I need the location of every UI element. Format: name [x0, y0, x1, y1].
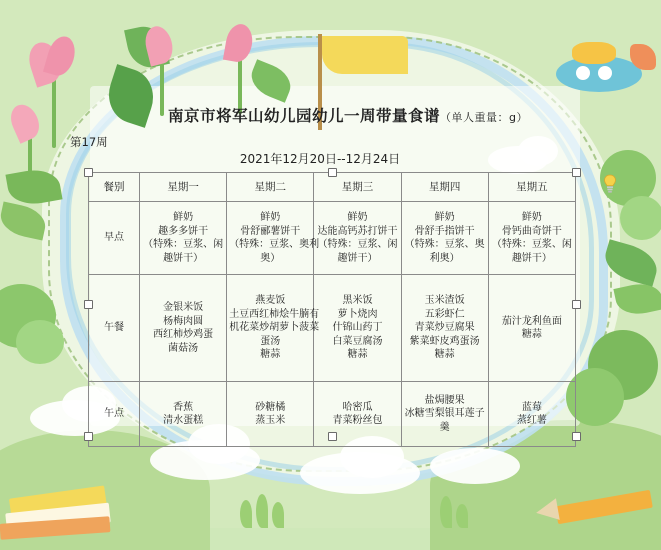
header-day-5: 星期五	[488, 173, 575, 202]
row-label-breakfast: 早点	[89, 202, 140, 275]
menu-item-text: 蓝莓	[521, 401, 542, 413]
date-range: 2021年12月20日--12月24日	[239, 152, 401, 166]
week-label: 第17周	[70, 135, 108, 149]
cell-breakfast-wed	[314, 202, 401, 275]
tree-right-4	[620, 196, 661, 240]
menu-item-text: 骨钙曲奇饼干	[501, 225, 562, 237]
menu-item-text: （特殊：豆浆、闲	[143, 239, 224, 250]
menu-item-text: 土豆西红柿烩牛腩有	[229, 308, 320, 320]
cell-snack-mon	[140, 382, 227, 447]
menu-item-text: 骨舒手指饼干	[414, 225, 475, 237]
selection-handle-mid-right[interactable]	[572, 300, 581, 309]
menu-item-text: 萝卜烧肉	[337, 308, 378, 320]
menu-item-text: 清水蛋糕	[163, 415, 204, 426]
menu-item-text: （特殊：豆浆、闲	[317, 239, 398, 250]
menu-item-text: 鲜奶	[347, 212, 368, 223]
selection-handle-bottom-center[interactable]	[328, 432, 337, 441]
plane-window	[576, 66, 590, 80]
pencil-tip	[534, 498, 559, 523]
menu-item-text: 鲜奶	[521, 212, 542, 223]
menu-item-text: 趣饼干）	[163, 252, 204, 264]
menu-item-text: 青菜炒豆腐果	[414, 322, 475, 334]
cell-breakfast-thu	[401, 202, 488, 275]
menu-item-text: 趣多多饼干	[158, 225, 209, 237]
cell-breakfast-tue	[227, 202, 320, 275]
menu-item-text: 西红柿炒鸡蛋	[153, 329, 214, 340]
menu-item-text: 五彩虾仁	[424, 308, 465, 320]
menu-item-text: 鲜奶	[173, 212, 194, 223]
cell-snack-wed	[314, 382, 401, 447]
menu-item-text: 骨舒郦薯饼干	[240, 225, 301, 237]
menu-item-text: 糖蒜	[347, 349, 368, 361]
selection-handle-bottom-left[interactable]	[84, 432, 93, 441]
menu-item-text: 鲜奶	[260, 212, 281, 223]
selection-handle-bottom-right[interactable]	[572, 432, 581, 441]
menu-item-text: 奥）	[260, 252, 281, 264]
menu-item-text: 蒸玉米	[255, 415, 286, 426]
menu-item-text: 羹	[439, 421, 450, 433]
cell-snack-tue	[227, 382, 314, 447]
grass-4	[440, 496, 452, 528]
cell-lunch-wed	[314, 275, 401, 382]
plane-window-2	[598, 66, 612, 80]
table-body	[89, 202, 576, 447]
header-day-3: 星期三	[314, 173, 401, 202]
page-title-text: 南京市将军山幼儿园幼儿一周带量食谱	[168, 107, 441, 125]
cell-snack-fri	[488, 382, 575, 447]
menu-item-text: 玉米渣饭	[424, 295, 465, 307]
menu-item-text: 利奥）	[429, 252, 460, 264]
cell-lunch-mon	[140, 275, 227, 382]
cell-lunch-thu	[401, 275, 488, 382]
cell-breakfast-mon	[140, 202, 227, 275]
menu-item-text: 青菜粉丝包	[332, 415, 383, 426]
menu-item-text: （特殊：豆浆、奥利	[229, 239, 320, 250]
menu-item-text: 趣饼干）	[511, 252, 552, 264]
table-row	[89, 275, 576, 382]
page-title-unit: （单人重量：g）	[440, 111, 528, 124]
menu-item-text: 金银米饭	[163, 302, 204, 313]
grass-2	[256, 494, 268, 528]
selection-handle-mid-left[interactable]	[84, 300, 93, 309]
cell-snack-thu	[401, 382, 488, 447]
grass-3	[272, 502, 284, 528]
row-label-lunch: 午餐	[89, 275, 140, 382]
menu-item-text: 冰糖雪梨银耳莲子	[404, 408, 485, 420]
selection-handle-top-left[interactable]	[84, 168, 93, 177]
menu-item-text: 糖蒜	[260, 349, 281, 361]
bush-left-2	[16, 320, 64, 364]
flag-cloth	[322, 36, 408, 74]
menu-item-text: 杨梅肉圆	[163, 315, 204, 327]
cloud-5	[430, 448, 520, 484]
menu-item-text: （特殊：豆浆、闲	[491, 239, 572, 250]
menu-item-text: （特殊：豆浆、奥	[404, 239, 485, 250]
plane-wing	[572, 42, 616, 64]
menu-item-text: 哈密瓜	[342, 401, 373, 413]
cell-breakfast-fri	[488, 202, 575, 275]
menu-item-text: 盐焗腰果	[424, 394, 465, 406]
lightbulb-icon	[602, 174, 618, 194]
menu-item-text: 白菜豆腐汤	[332, 335, 383, 347]
cell-lunch-fri	[488, 275, 575, 382]
table-row	[89, 202, 576, 275]
menu-item-text: 黑米饭	[342, 295, 373, 307]
menu-item-text: 达能高钙苏打饼干	[317, 225, 398, 237]
header-day-2: 星期二	[227, 173, 314, 202]
grass-1	[240, 500, 252, 528]
grass-5	[456, 504, 468, 528]
page-title	[138, 104, 558, 126]
header-day-1: 星期一	[140, 173, 227, 202]
menu-item-text: 糖蒜	[521, 329, 542, 340]
menu-item-text: 茄汁龙利鱼面	[501, 315, 562, 327]
menu-item-text: 砂糖橘	[255, 401, 286, 413]
cell-lunch-tue	[227, 275, 320, 382]
menu-item-text: 紫菜虾皮鸡蛋汤	[409, 335, 480, 347]
header-corner: 餐别	[89, 173, 140, 202]
menu-document	[70, 104, 600, 434]
menu-item-text: 菌菇汤	[168, 342, 199, 354]
selection-handle-top-right[interactable]	[572, 168, 581, 177]
menu-item-text: 糖蒜	[434, 349, 455, 361]
weekly-menu-table	[88, 172, 576, 447]
menu-item-text: 蛋汤	[260, 335, 281, 347]
menu-item-text: 趣饼干）	[337, 252, 378, 264]
menu-item-text: 蒸红薯	[516, 415, 547, 426]
menu-item-text: 什锦山药丁	[332, 322, 383, 334]
menu-item-text: 燕麦饭	[255, 295, 286, 307]
menu-item-text: 香蕉	[173, 401, 194, 413]
row-label-snack: 午点	[89, 382, 140, 447]
header-day-4: 星期四	[401, 173, 488, 202]
menu-item-text: 鲜奶	[434, 212, 455, 223]
menu-item-text: 机花菜炒胡萝卜菠菜	[229, 322, 320, 334]
selection-handle-top-center[interactable]	[328, 168, 337, 177]
